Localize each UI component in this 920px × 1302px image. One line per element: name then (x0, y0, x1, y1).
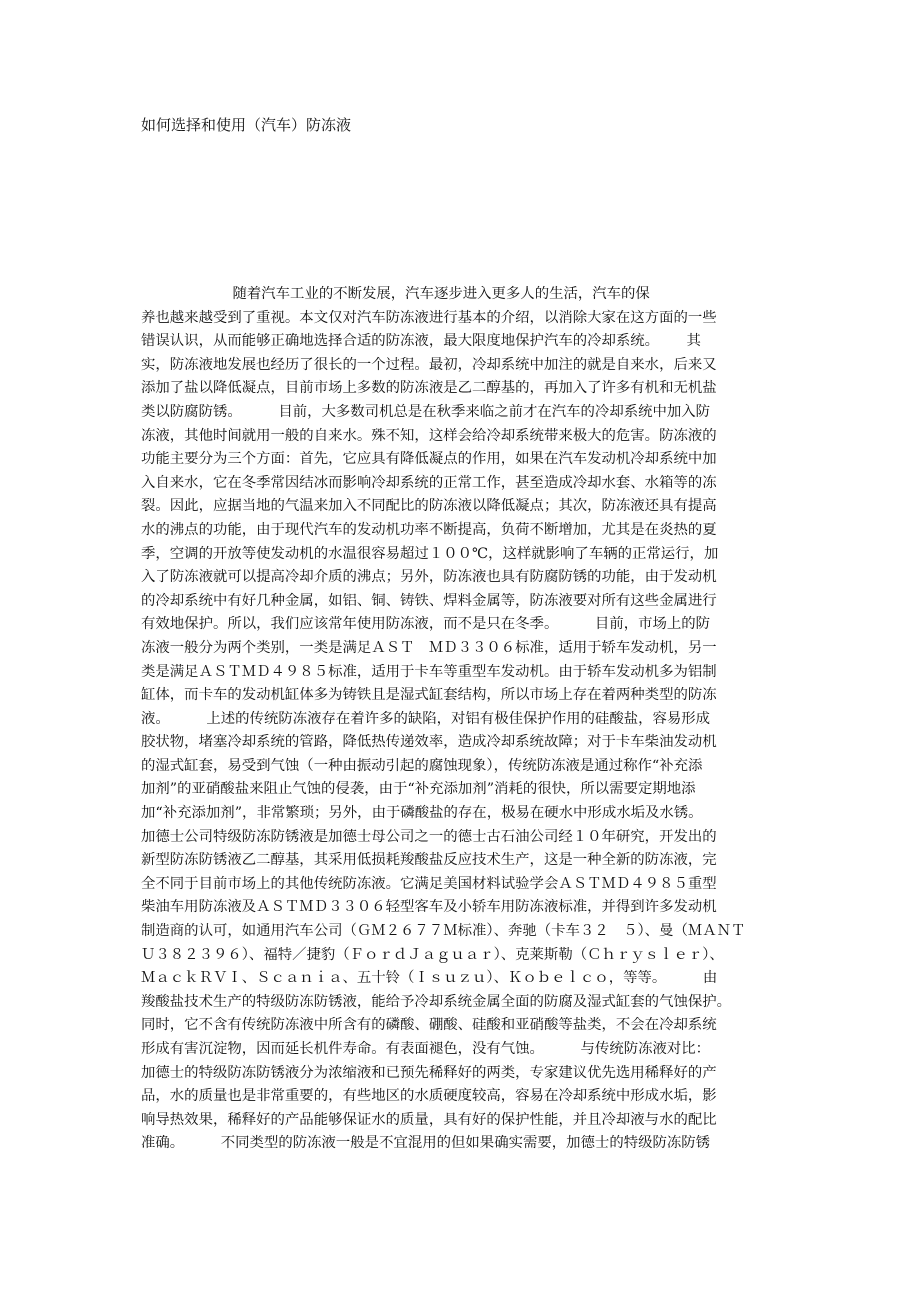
body-line: 柴油车用防冻液及ＡＳＴＭＤ３３０６轻型客车及小轿车用防冻液标准，并得到许多发动机 (141, 899, 717, 916)
body-line: 季，空调的开放等使发动机的水温很容易超过１００℃，这样就影响了车辆的正常运行，加 (141, 545, 719, 562)
body-line: 全不同于目前市场上的其他传统防冻液。它满足美国材料试验学会ＡＳＴＭＤ４９８５重型 (141, 875, 717, 892)
body-line: 随着汽车工业的不断发展，汽车逐步进入更多人的生活，汽车的保 (141, 286, 650, 302)
document-body (141, 283, 785, 1156)
body-line: 响导热效果，稀释好的产品能够保证水的质量，具有好的保护性能，并且冷却液与水的配比 (141, 1111, 717, 1128)
body-line: 类以防腐防锈。 目前，大多数司机总是在秋季来临之前才在汽车的冷却系统中加入防 (141, 403, 711, 420)
body-line: 加“补充添加剂”，非常繁琐；另外，由于磷酸盐的存在，极易在硬水中形成水垢及水锈。 (141, 805, 703, 822)
body-line: 准确。 不同类型的防冻液一般是不宜混用的但如果确实需要，加德士的特级防冻防锈 (141, 1135, 711, 1152)
body-line: 错误认识，从而能够正确地选择合适的防冻液，最大限度地保护汽车的冷却系统。 其 (141, 333, 701, 350)
body-line: 制造商的认可，如通用汽车公司（ＧＭ２６７７Ｍ标准）、奔驰（卡车３２ ５）、曼（ＭＡＮＴ (141, 923, 746, 940)
body-line: 胶状物，堵塞冷却系统的管路，降低热传递效率，造成冷却系统故障；对于卡车柴油发动机 (141, 734, 717, 751)
body-line: 裂。因此，应据当地的气温来加入不同配比的防冻液以降低凝点；其次，防冻液还具有提高 (141, 498, 717, 515)
body-line: 品，水的质量也是非常重要的，有些地区的水质硬度较高，容易在冷却系统中形成水垢，影 (141, 1088, 717, 1105)
body-line: 实，防冻液地发展也经历了很长的一个过程。最初，冷却系统中加注的就是自来水，后来又 (141, 356, 717, 373)
body-line: 形成有害沉淀物，因而延长机件寿命。有表面褪色，没有气蚀。 与传统防冻液对比： (141, 1041, 711, 1057)
body-line: 添加了盐以降低凝点，目前市场上多数的防冻液是乙二醇基的，再加入了许多有机和无机盐 (141, 380, 717, 397)
body-line: 入自来水，它在冬季常因结冰而影响冷却系统的正常工作，甚至造成冷却水套、水箱等的冻 (141, 474, 717, 491)
body-line: 的湿式缸套，易受到气蚀（一种由振动引起的腐蚀现象），传统防冻液是通过称作“补充添 (141, 757, 703, 774)
body-line: 水的沸点的功能，由于现代汽车的发动机功率不断提高，负荷不断增加，尤其是在炎热的夏 (141, 521, 717, 538)
document-title: 如何选择和使用（汽车）防冻液 (141, 116, 352, 134)
body-line: Ｕ３８２３９６）、福特／捷豹（ＦｏｒｄＪａｇｕａｒ）、克莱斯勒（Ｃｈｒｙｓｌｅｒ）、 (141, 946, 724, 963)
body-line: 冻液，其他时间就用一般的自来水。殊不知，这样会给冷却系统带来极大的危害。防冻液的 (141, 427, 717, 444)
body-line: 的冷却系统中有好几种金属，如铝、铜、铸铁、焊料金属等，防冻液要对所有这些金属进行 (141, 592, 717, 609)
body-line: 养也越来越受到了重视。本文仅对汽车防冻液进行基本的介绍，以消除大家在这方面的一些 (141, 309, 717, 326)
body-line: 加剂”的亚硝酸盐来阻止气蚀的侵袭，由于“补充添加剂”消耗的很快，所以需要定期地添 (141, 781, 696, 798)
body-line: 新型防冻防锈液乙二醇基，其采用低损耗羧酸盐反应技术生产，这是一种全新的防冻液，完 (141, 852, 717, 869)
body-line: 加德士的特级防冻防锈液分为浓缩液和已预先稀释好的两类，专家建议优先选用稀释好的产 (141, 1064, 717, 1081)
body-line: 缸体，而卡车的发动机缸体多为铸铁且是湿式缸套结构，所以市场上存在着两种类型的防冻 (141, 687, 717, 704)
body-line: 入了防冻液就可以提高冷却介质的沸点；另外，防冻液也具有防腐防锈的功能，由于发动机 (141, 569, 717, 586)
body-line: ＭａｃｋＲＶＩ、Ｓｃａｎｉａ、五十铃（Ｉｓｕｚｕ）、Ｋｏｂｅｌｃｏ，等等。 由 (141, 970, 718, 987)
body-line: 羧酸盐技术生产的特级防冻防锈液，能给予冷却系统金属全面的防腐及湿式缸套的气蚀保护。 (141, 993, 732, 1010)
body-line: 功能主要分为三个方面：首先，它应具有降低凝点的作用，如果在汽车发动机冷却系统中加 (141, 451, 717, 468)
body-line: 液。 上述的传统防冻液存在着许多的缺陷，对铝有极佳保护作用的硅酸盐，容易形成 (141, 710, 711, 727)
body-line: 同时，它不含有传统防冻液中所含有的磷酸、硼酸、硅酸和亚硝酸等盐类，不会在冷却系统 (141, 1017, 717, 1034)
body-line: 冻液一般分为两个类别，一类是满足ＡＳＴ ＭＤ３３０６标准，适用于轿车发动机，另一 (141, 639, 717, 656)
body-line: 加德士公司特级防冻防锈液是加德士母公司之一的德士古石油公司经１０年研究，开发出的 (141, 828, 717, 845)
body-line: 有效地保护。所以，我们应该常年使用防冻液，而不是只在冬季。 目前，市场上的防 (141, 616, 711, 633)
body-line: 类是满足ＡＳＴＭＤ４９８５标准，适用于卡车等重型车发动机。由于轿车发动机多为铝制 (141, 663, 717, 680)
